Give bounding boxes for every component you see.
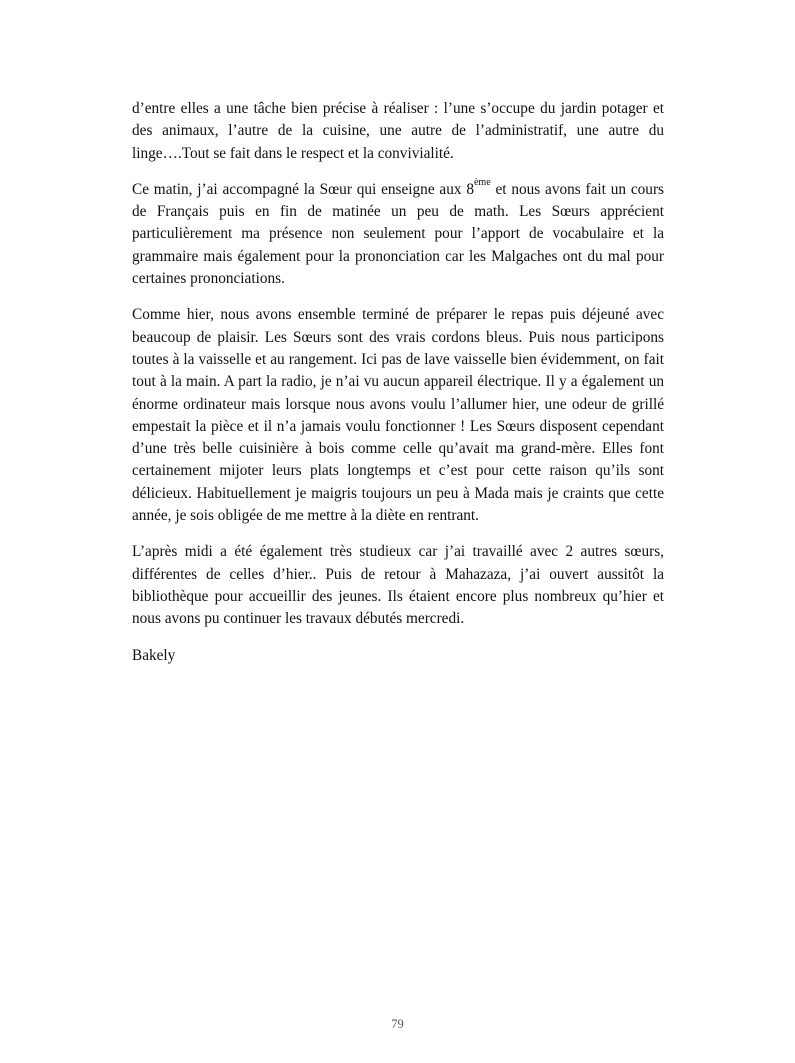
paragraph-morning-class-start: Ce matin, j’ai accompagné la Sœur qui enseigne aux 8 [132,180,474,198]
signature: Bakely [132,646,176,664]
body-text [132,98,664,667]
ordinal-superscript: ème [473,176,491,188]
page-number: 79 [391,1017,404,1031]
paragraph-morning-class-end: et nous avons fait un cours de Français puis en fin de matinée un peu de math. Les Sœurs apprécient particulièrement ma présence non seulement pour l’apport de vocabulaire et la grammaire mais également pour la prononciation car les Malgaches ont du mal pour certaines prononciations. [132,180,664,288]
paragraph-morning-class [132,176,664,290]
paragraph-lunch: Comme hier, nous avons ensemble terminé de préparer le repas puis déjeuné avec beaucoup de plaisir. Les Sœurs sont des vrais cordons bleus. Puis nous participons toutes à la vaisselle et au rangement. Ici pas de lave vaisselle bien évidemment, on fait tout à la main. A part la radio, je n’ai vu aucun appareil électrique. Il y a également un énorme ordinateur mais lorsque nous avons voulu l’allumer hier, une odeur de grillé empestait la pièce et il n’a jamais voulu fonctionner ! Les Sœurs disposent cependant d’une très belle cuisinière à bois comme celle qu’avait ma grand-mère. Elles font certainement mijoter leurs plats longtemps et c’est pour cette raison qu’ils sont délicieux. Habituellement je maigris toujours un peu à Mada mais je craints que cette année, je sois obligée de me mettre à la diète en rentrant. [132,306,664,525]
paragraph-afternoon: L’après midi a été également très studieux car j’ai travaillé avec 2 autres sœurs, différentes de celles d’hier.. Puis de retour à Mahazaza, j’ai ouvert aussitôt la bibliothèque pour accueillir des jeunes. Ils étaient encore plus nombreux qu’hier et nous avons pu continuer les travaux débutés mercredi. [132,543,664,628]
paragraph-chores: d’entre elles a une tâche bien précise à réaliser : l’une s’occupe du jardin potager et des animaux, l’autre de la cuisine, une autre de l’administratif, une autre du linge….Tout se fait dans le respect et la convivialité. [132,100,664,162]
